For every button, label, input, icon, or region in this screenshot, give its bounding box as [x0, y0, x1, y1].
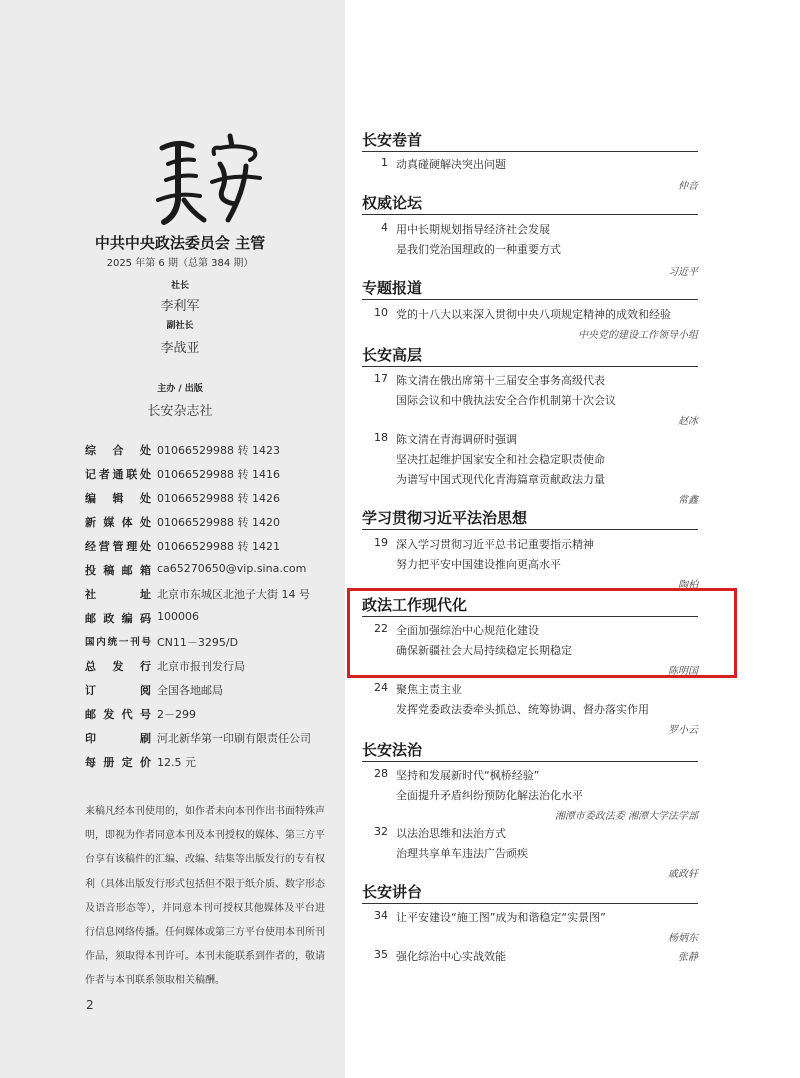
entry-title-line: 治理共享单车违法广告顽疾 [396, 847, 528, 860]
entry-author: 陶柏 [678, 580, 698, 591]
entry-title-line: 为谱写中国式现代化青海篇章贡献政法力量 [396, 473, 605, 486]
entry-title-line: 国际会议和中俄执法安全合作机制第十次会议 [396, 394, 616, 407]
entry-author: 罗小云 [668, 725, 698, 736]
entry-author: 戚政轩 [668, 869, 698, 880]
highlight-box [347, 588, 737, 678]
contact-value: 全国各地邮局 [157, 684, 223, 697]
section-title: 长安高层 [362, 345, 698, 367]
entry-page: 32 [374, 825, 388, 838]
entry-author: 中央党的建设工作领导小组 [578, 330, 698, 341]
issue-number: 2025 年第 6 期（总第 384 期） [106, 258, 254, 269]
contact-value: 河北新华第一印刷有限责任公司 [157, 732, 311, 745]
contact-value: 北京市东城区北池子大街 14 号 [157, 588, 310, 601]
contact-label: 投稿邮箱 [85, 564, 151, 577]
entry-page: 19 [374, 536, 388, 549]
contact-label: 编 辑 处 [85, 492, 151, 505]
publisher-name: 长安杂志社 [147, 404, 213, 419]
page-number: 2 [86, 998, 94, 1012]
contact-value: CN11－3295/D [157, 636, 239, 649]
entry-page: 22 [374, 622, 388, 635]
entry-title-line: 努力把平安中国建设推向更高水平 [396, 558, 561, 571]
section-title: 学习贯彻习近平法治思想 [362, 508, 698, 530]
vice-president-name: 李战亚 [160, 341, 200, 356]
contact-value: 2－299 [157, 708, 196, 721]
entry-title: 用中长期规划指导经济社会发展 [396, 223, 550, 236]
entry-page: 28 [374, 767, 388, 780]
contact-value: 01066529988 转 1420 [157, 516, 280, 529]
contact-label: 邮发代号 [85, 708, 151, 721]
contact-label: 综 合 处 [85, 444, 151, 457]
entry-author: 赵冰 [678, 416, 698, 427]
contact-value: 01066529988 转 1426 [157, 492, 280, 505]
entry-author: 习近平 [668, 267, 698, 278]
publisher-label: 主办 / 出版 [157, 384, 203, 394]
entry-author: 湘潭市委政法委 湘潭大学法学部 [554, 811, 698, 822]
entry-title: 陈文清在青海调研时强调 [396, 433, 517, 446]
contact-value: 01066529988 转 1416 [157, 468, 280, 481]
entry-title: 以法治思维和法治方式 [396, 827, 506, 840]
contact-label: 国内统一刊号 [85, 637, 151, 648]
contact-label: 经营管理处 [85, 540, 151, 553]
entry-title: 让平安建设“施工图”成为和谐稳定“实景图” [396, 911, 606, 924]
entry-page: 4 [381, 221, 388, 234]
contact-label: 邮政编码 [85, 612, 151, 625]
entry-author: 常鑫 [678, 495, 698, 506]
contact-value: 01066529988 转 1421 [157, 540, 280, 553]
section-title: 长安讲台 [362, 882, 698, 904]
toc-section [362, 130, 698, 192]
section-title: 长安法治 [362, 740, 698, 762]
contact-label: 每册定价 [85, 756, 151, 769]
entry-title-line: 发挥党委政法委牵头抓总、统筹协调、督办落实作用 [396, 703, 649, 716]
entry-author: 张静 [678, 952, 698, 963]
toc-section [362, 508, 698, 591]
entry-title-line: 坚决扛起维护国家安全和社会稳定职责使命 [396, 453, 605, 466]
entry-title: 陈文清在俄出席第十三届安全事务高级代表 [396, 374, 605, 387]
entry-page: 34 [374, 909, 388, 922]
section-title: 政法工作现代化 [362, 595, 698, 617]
entry-title: 坚持和发展新时代“枫桥经验” [396, 769, 540, 782]
entry-page: 10 [374, 306, 388, 319]
entry-title-line: 确保新疆社会大局持续稳定长期稳定 [396, 644, 572, 657]
copyright-notice: 来稿凡经本刊使用的，如作者未向本刊作出书面特殊声明，即视为作者同意本刊及本刊授权的媒体、第三方平台享有该稿件的汇编、改编、结集等出版发行的专有权利（具体出版发行形式包括但不限于纸介质、数字形态及语音形态等），并同意本刊可授权其他媒体及平台进行信息网络传播。任何媒体或第三方平台使用本刊所刊作品，须取得本刊许可。本刊未能联系到作者的，敬请作者与本刊联系领取相关稿酬。 [85, 806, 325, 987]
contact-label: 总 发 行 [85, 660, 151, 673]
president-name: 李利军 [160, 299, 200, 314]
entry-page: 24 [374, 681, 388, 694]
entry-page: 17 [374, 372, 388, 385]
entry-title: 党的十八大以来深入贯彻中央八项规定精神的成效和经验 [396, 308, 671, 321]
changan-logo-calligraphy [148, 130, 268, 230]
entry-page: 18 [374, 431, 388, 444]
contact-label: 社 址 [85, 588, 151, 601]
contact-label: 印 刷 [85, 732, 151, 745]
contact-value: 01066529988 转 1423 [157, 444, 280, 457]
toc-section [362, 882, 698, 963]
toc-section [362, 278, 698, 341]
entry-title: 聚焦主责主业 [396, 683, 462, 696]
email-value[interactable]: ca65270650@vip.sina.com [157, 562, 307, 575]
sponsor-line: 中共中央政法委员会 主管 [94, 234, 266, 252]
toc-section [362, 345, 698, 506]
entry-title: 强化综治中心实战效能 [396, 950, 506, 963]
masthead-panel [0, 0, 345, 1078]
entry-title-line: 是我们党治国理政的一种重要方式 [396, 243, 561, 256]
contact-label: 记者通联处 [85, 468, 151, 481]
section-title: 专题报道 [362, 278, 698, 300]
toc-section [362, 193, 698, 278]
contact-label: 新媒体处 [85, 516, 151, 529]
entry-title: 深入学习贯彻习近平总书记重要指示精神 [396, 538, 594, 551]
contact-value: 12.5 元 [157, 756, 196, 769]
president-label: 社长 [170, 281, 189, 291]
entry-author: 杨炳东 [668, 933, 698, 944]
entry-page: 1 [381, 156, 388, 169]
entry-title: 全面加强综治中心规范化建设 [396, 624, 539, 637]
contact-value: 北京市报刊发行局 [157, 660, 245, 673]
section-title: 权威论坛 [362, 193, 698, 215]
entry-title: 动真碰硬解决突出问题 [396, 158, 506, 171]
vice-president-label: 副社长 [166, 321, 194, 331]
contact-label: 订 阅 [85, 684, 151, 697]
entry-page: 35 [374, 948, 388, 961]
section-title: 长安卷首 [362, 130, 698, 152]
contact-value: 100006 [157, 610, 199, 623]
toc-section [362, 740, 698, 880]
entry-author: 仲音 [678, 181, 698, 192]
entry-author: 陈明国 [668, 666, 698, 677]
entry-title-line: 全面提升矛盾纠纷预防化解法治化水平 [396, 789, 583, 802]
